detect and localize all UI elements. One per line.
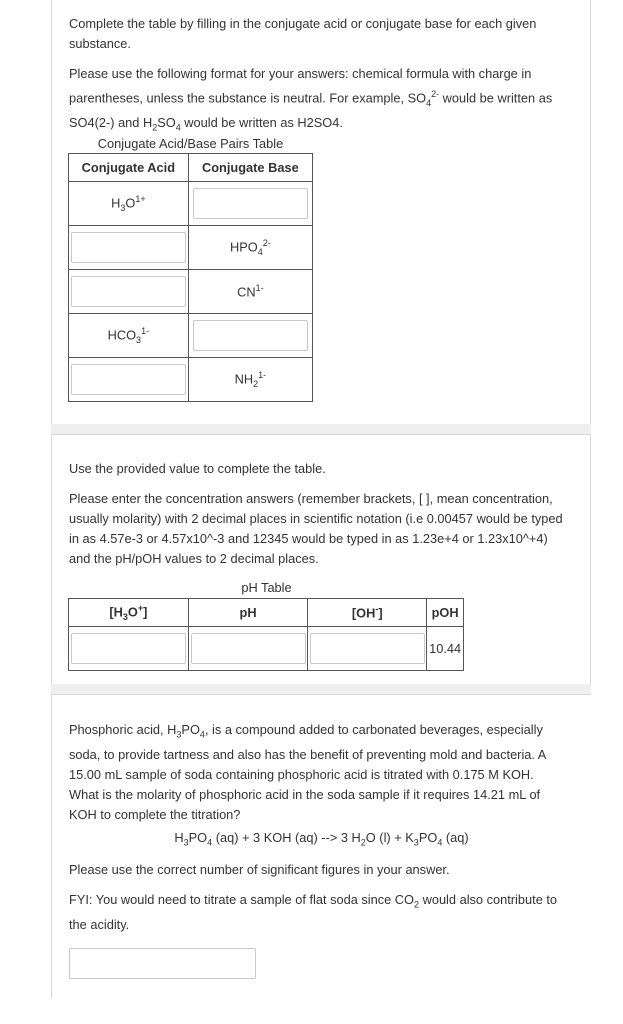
question-panel-conjugate-pairs <box>51 0 591 424</box>
acid-answer-cell-3 <box>69 270 189 314</box>
table-row <box>69 358 313 402</box>
base-nh2-cell: $NH_2^{1-}$ <box>188 358 312 402</box>
answer-input-base-1[interactable] <box>193 188 308 219</box>
molarity-answer-input[interactable] <box>69 948 256 979</box>
col-header-conjugate-base: Conjugate Base <box>188 154 312 182</box>
base-answer-cell-4 <box>188 314 312 358</box>
oh-answer-cell <box>308 627 427 671</box>
table-row <box>69 182 313 226</box>
table-row <box>69 314 313 358</box>
fyi-note: FYI: You would need to titrate a sample of flat soda since $CO_2$ would also contribute to the acidity. <box>69 892 558 932</box>
acid-h3o-cell: $H_3O^{1+}$ <box>69 182 189 226</box>
answer-input-acid-3[interactable] <box>71 276 186 307</box>
h3o-answer-cell <box>69 627 189 671</box>
question-panel-ph-table <box>51 434 591 684</box>
table-row <box>69 627 464 671</box>
col-header-conjugate-acid: Conjugate Acid <box>69 154 189 182</box>
ph-table-caption: pH Table <box>241 580 292 595</box>
acid-answer-cell-5 <box>69 358 189 402</box>
table-row <box>69 270 313 314</box>
answer-input-acid-5[interactable] <box>71 364 186 395</box>
col-header-oh: [OH-] <box>308 599 427 627</box>
base-cn-cell: $CN^{1-}$ <box>188 270 312 314</box>
conjugate-pairs-table <box>68 153 313 402</box>
sigfig-note: Please use the correct number of significant figures in your answer. <box>69 862 450 877</box>
ph-table <box>68 598 464 671</box>
answer-input-acid-2[interactable] <box>71 232 186 263</box>
base-hpo4-cell: $HPO_4^{2-}$ <box>188 226 312 270</box>
q2-intro: Use the provided value to complete the table. <box>69 461 326 476</box>
answer-input-ph[interactable] <box>191 633 306 664</box>
col-header-ph: pH <box>188 599 308 627</box>
col-header-poh: pOH <box>427 599 464 627</box>
poh-given-value: 10.44 <box>427 627 464 671</box>
q2-instructions: Please enter the concentration answers (remember brackets, [ ], mean concentration, usually molarity) with 2 decimal places in scientific notation (i.e 0.00457 would be typed in as 4.57e-3 or 4.57x10^-3 and 12345 would be typed in as 1.23e+4 or 1.23x10^+4) and the pH/pOH values to 2 decimal places. <box>69 491 563 566</box>
answer-input-base-4[interactable] <box>193 320 308 351</box>
panel-separator <box>51 424 591 434</box>
ph-answer-cell <box>188 627 308 671</box>
conjugate-table-caption: Conjugate Acid/Base Pairs Table <box>97 136 284 151</box>
titration-equation: $H_3PO_4$ (aq) + 3 KOH (aq) --> 3 $H_2O$ $(l) + K_3PO_4$ (aq) <box>174 830 469 848</box>
question-panel-titration <box>51 694 591 998</box>
answer-input-h3o[interactable] <box>71 633 186 664</box>
acid-hco3-cell: $HCO_3^{1-}$ <box>69 314 189 358</box>
base-answer-cell-1 <box>188 182 312 226</box>
acid-answer-cell-2 <box>69 226 189 270</box>
q1-intro: Complete the table by filling in the conjugate acid or conjugate base for each given substance. <box>69 16 537 51</box>
answer-input-oh[interactable] <box>310 633 425 664</box>
q3-paragraph: Phosphoric acid, $H_3PO_4$, is a compound added to carbonated beverages, especially soda, to provide tartness and also has the benefit of preventing mold and bacteria. A 15.00 mL sample of soda containing phosphoric acid is titrated with 0.175 M KOH. What is the molarity of phosphoric acid in the soda sample if it requires 14.21 mL of KOH to complete the titration? <box>69 722 546 822</box>
q1-format-instructions: Please use the following format for your answers: chemical formula with charge in parentheses, unless the substance is neutral. For example, $SO_4^{2-}$ would be written as SO4(2-) and $H_2SO_4$ would be written as H2SO4. <box>69 66 553 133</box>
table-row <box>69 226 313 270</box>
col-header-h3o: $[H_3O^+]$ <box>69 599 189 627</box>
panel-separator <box>51 684 591 694</box>
